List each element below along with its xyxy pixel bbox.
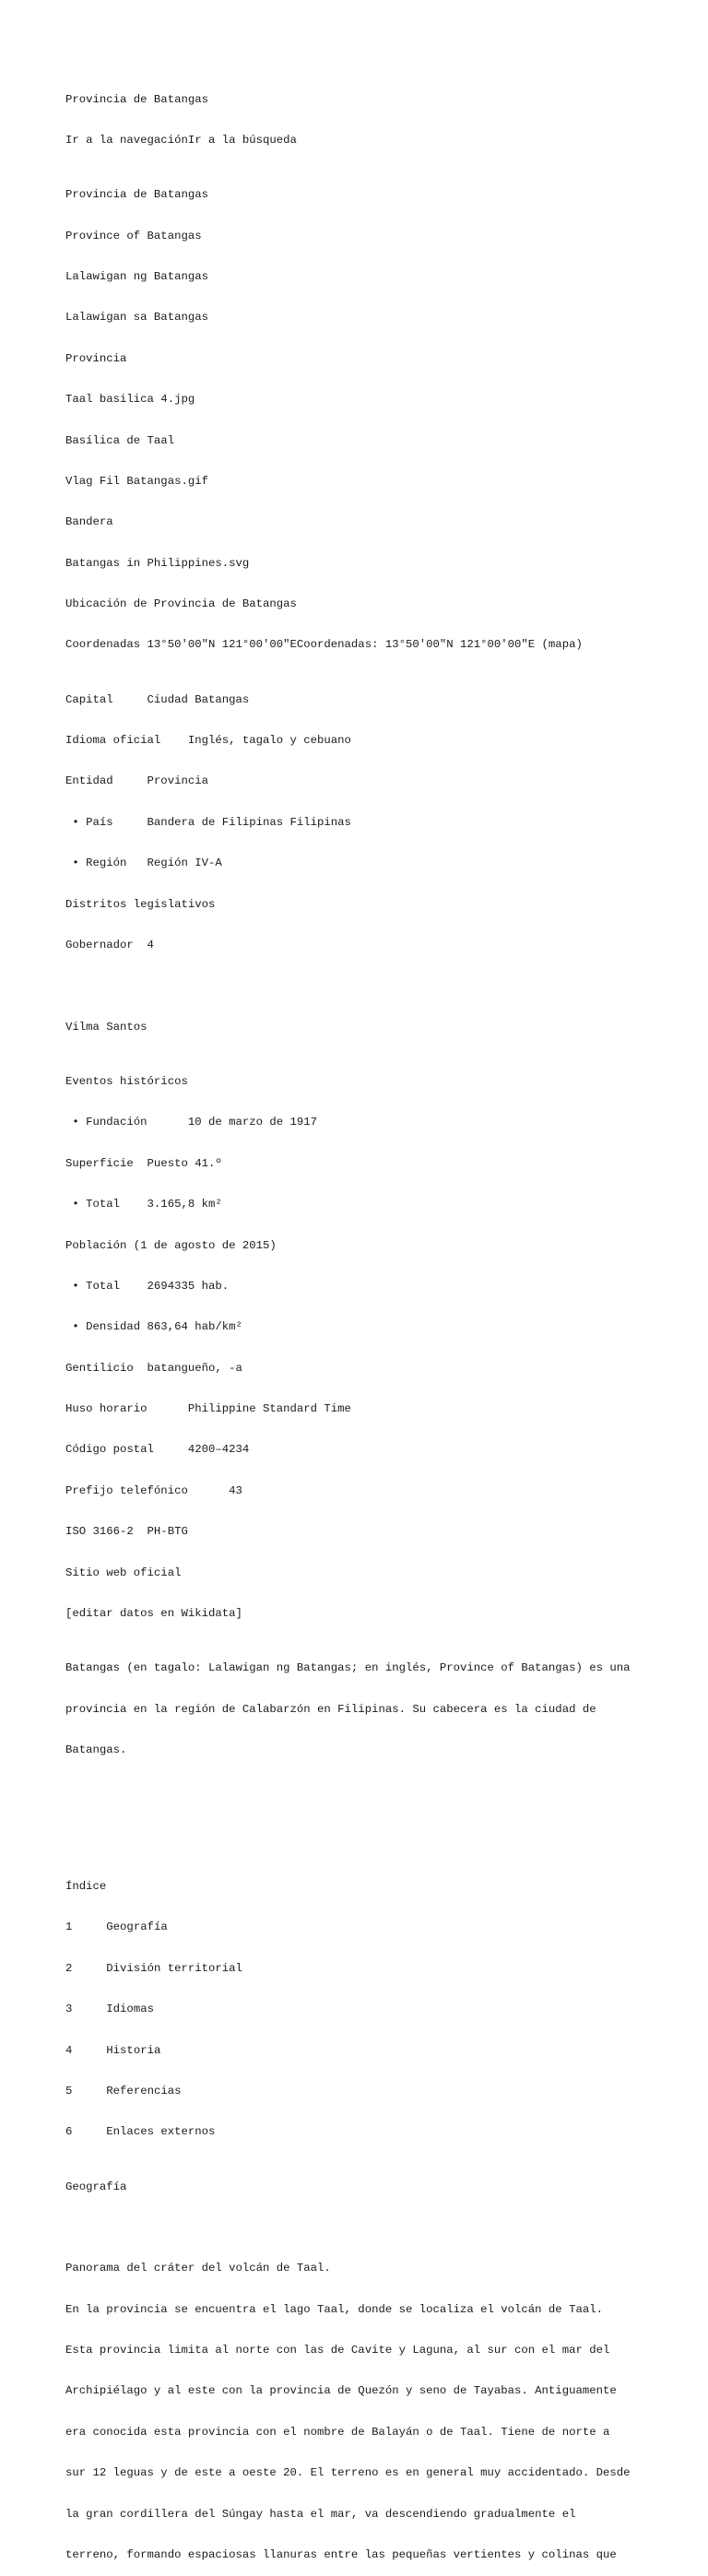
infobox-row: • Densidad 863,64 hab/km² [65, 1320, 242, 1334]
infobox-coordinates[interactable]: Coordenadas 13°50′00″N 121°00′00″ECoordenadas: 13°50′00″N 121°00′00″E (mapa) [65, 638, 583, 652]
infobox-row: Población (1 de agosto de 2015) [65, 1238, 277, 1252]
infobox-row: • Fundación 10 de marzo de 1917 [65, 1116, 318, 1129]
body-paragraph-line: era conocida esta provincia con el nombre de Balayán o de Taal. Tiene de norte a [65, 2425, 610, 2439]
toc-item-number: 1 [65, 1920, 73, 1934]
toc-item-number: 5 [65, 2084, 73, 2097]
infobox-row: Gobernador 4 [65, 939, 154, 951]
official-website-link[interactable]: Sitio web oficial [65, 1566, 182, 1579]
page-title: Provincia de Batangas [65, 92, 208, 106]
body-paragraph-line: Archipiélago y al este con la provincia de Quezón y seno de Tayabas. Antiguamente [65, 2384, 617, 2398]
toc-title: Índice [65, 1879, 107, 1893]
infobox-name-tl: Lalawigan ng Batangas [65, 269, 208, 283]
infobox-row: • País Bandera de Filipinas Filipinas [65, 815, 351, 829]
infobox-row: • Total 3.165,8 km² [65, 1198, 222, 1211]
infobox-image-file[interactable]: Taal basilica 4.jpg [65, 393, 195, 407]
infobox-row: Entidad Provincia [65, 774, 208, 788]
infobox-governor-name[interactable]: Vilma Santos [65, 1020, 148, 1034]
infobox-name-en: Province of Batangas [65, 229, 202, 242]
infobox-type: Provincia [65, 351, 127, 365]
toc-item-number: 2 [65, 1961, 73, 1975]
section-heading-geography: Geografía [65, 2180, 127, 2193]
toc-item[interactable] [65, 2085, 655, 2098]
infobox-row: • Región Región IV-A [65, 857, 222, 870]
toc-item-label: Idiomas [106, 2003, 154, 2016]
infobox-flag-file[interactable]: Vlag Fil Batangas.gif [65, 474, 208, 488]
infobox-flag-caption: Bandera [65, 515, 113, 529]
infobox-name-ceb: Lalawigan sa Batangas [65, 311, 208, 325]
toc-item[interactable] [65, 2003, 655, 2016]
toc-item-number: 4 [65, 2043, 73, 2057]
toc-item[interactable] [65, 1962, 655, 1976]
infobox-name-es: Provincia de Batangas [65, 188, 208, 202]
infobox-map-caption: Ubicación de Provincia de Batangas [65, 597, 297, 611]
document-page [65, 65, 655, 2576]
infobox-image-caption: Basílica de Taal [65, 433, 175, 447]
infobox-row: Idioma oficial Inglés, tagalo y cebuano [65, 734, 351, 748]
body-paragraph-line: En la provincia se encuentra el lago Taal, donde se localiza el volcán de Taal. [65, 2302, 603, 2316]
toc-item[interactable] [65, 1920, 655, 1934]
toc-item-label: Geografía [106, 1920, 168, 1934]
toc-item-label: División territorial [106, 1961, 242, 1975]
intro-paragraph-line: provincia en la región de Calabarzón en Filipinas. Su cabecera es la ciudad de [65, 1702, 596, 1716]
spacer [65, 979, 655, 993]
infobox-row: ISO 3166-2 PH-BTG [65, 1525, 188, 1539]
body-paragraph-line: Esta provincia limita al norte con las de Cavite y Laguna, al sur con el mar del [65, 2344, 610, 2357]
spacer [65, 1826, 655, 1839]
toc-item[interactable] [65, 2125, 655, 2139]
infobox-row: Prefijo telefónico 43 [65, 1483, 242, 1497]
infobox-row: Huso horario Philippine Standard Time [65, 1402, 351, 1416]
infobox-row: Código postal 4200–4234 [65, 1443, 250, 1457]
skip-navigation-links[interactable]: Ir a la navegaciónIr a la búsqueda [65, 133, 297, 147]
infobox-row: Eventos históricos [65, 1074, 188, 1088]
infobox-row: Superficie Puesto 41.º [65, 1156, 222, 1170]
toc-item-label: Historia [106, 2043, 161, 2057]
infobox-row: Capital Ciudad Batangas [65, 692, 250, 706]
spacer [65, 1784, 655, 1798]
intro-paragraph-line: Batangas (en tagalo: Lalawigan ng Batangas; en inglés, Province of Batangas) es una [65, 1661, 631, 1675]
body-paragraph-line: la gran cordillera del Súngay hasta el mar, va descendiendo gradualmente el [65, 2507, 576, 2521]
infobox-row: • Total 2694335 hab. [65, 1279, 230, 1293]
toc-item[interactable] [65, 2044, 655, 2058]
toc-item-number: 3 [65, 2003, 73, 2016]
spacer [65, 2221, 655, 2235]
image-caption: Panorama del cráter del volcán de Taal. [65, 2262, 331, 2275]
toc-item-number: 6 [65, 2125, 73, 2139]
body-paragraph-line: terreno, formando espaciosas llanuras entre las pequeñas vertientes y colinas que [65, 2548, 617, 2562]
toc-item-label: Enlaces externos [106, 2125, 216, 2139]
infobox-row: Gentilicio batangueño, -a [65, 1361, 242, 1375]
body-paragraph-line: sur 12 leguas y de este a oeste 20. El terreno es en general muy accidentado. Desde [65, 2466, 631, 2480]
infobox-map-file[interactable]: Batangas in Philippines.svg [65, 556, 250, 570]
toc-item-label: Referencias [106, 2084, 182, 2097]
infobox-row: Distritos legislativos [65, 897, 216, 911]
edit-wikidata-link[interactable]: [editar datos en Wikidata] [65, 1607, 242, 1621]
intro-paragraph-line: Batangas. [65, 1743, 127, 1757]
